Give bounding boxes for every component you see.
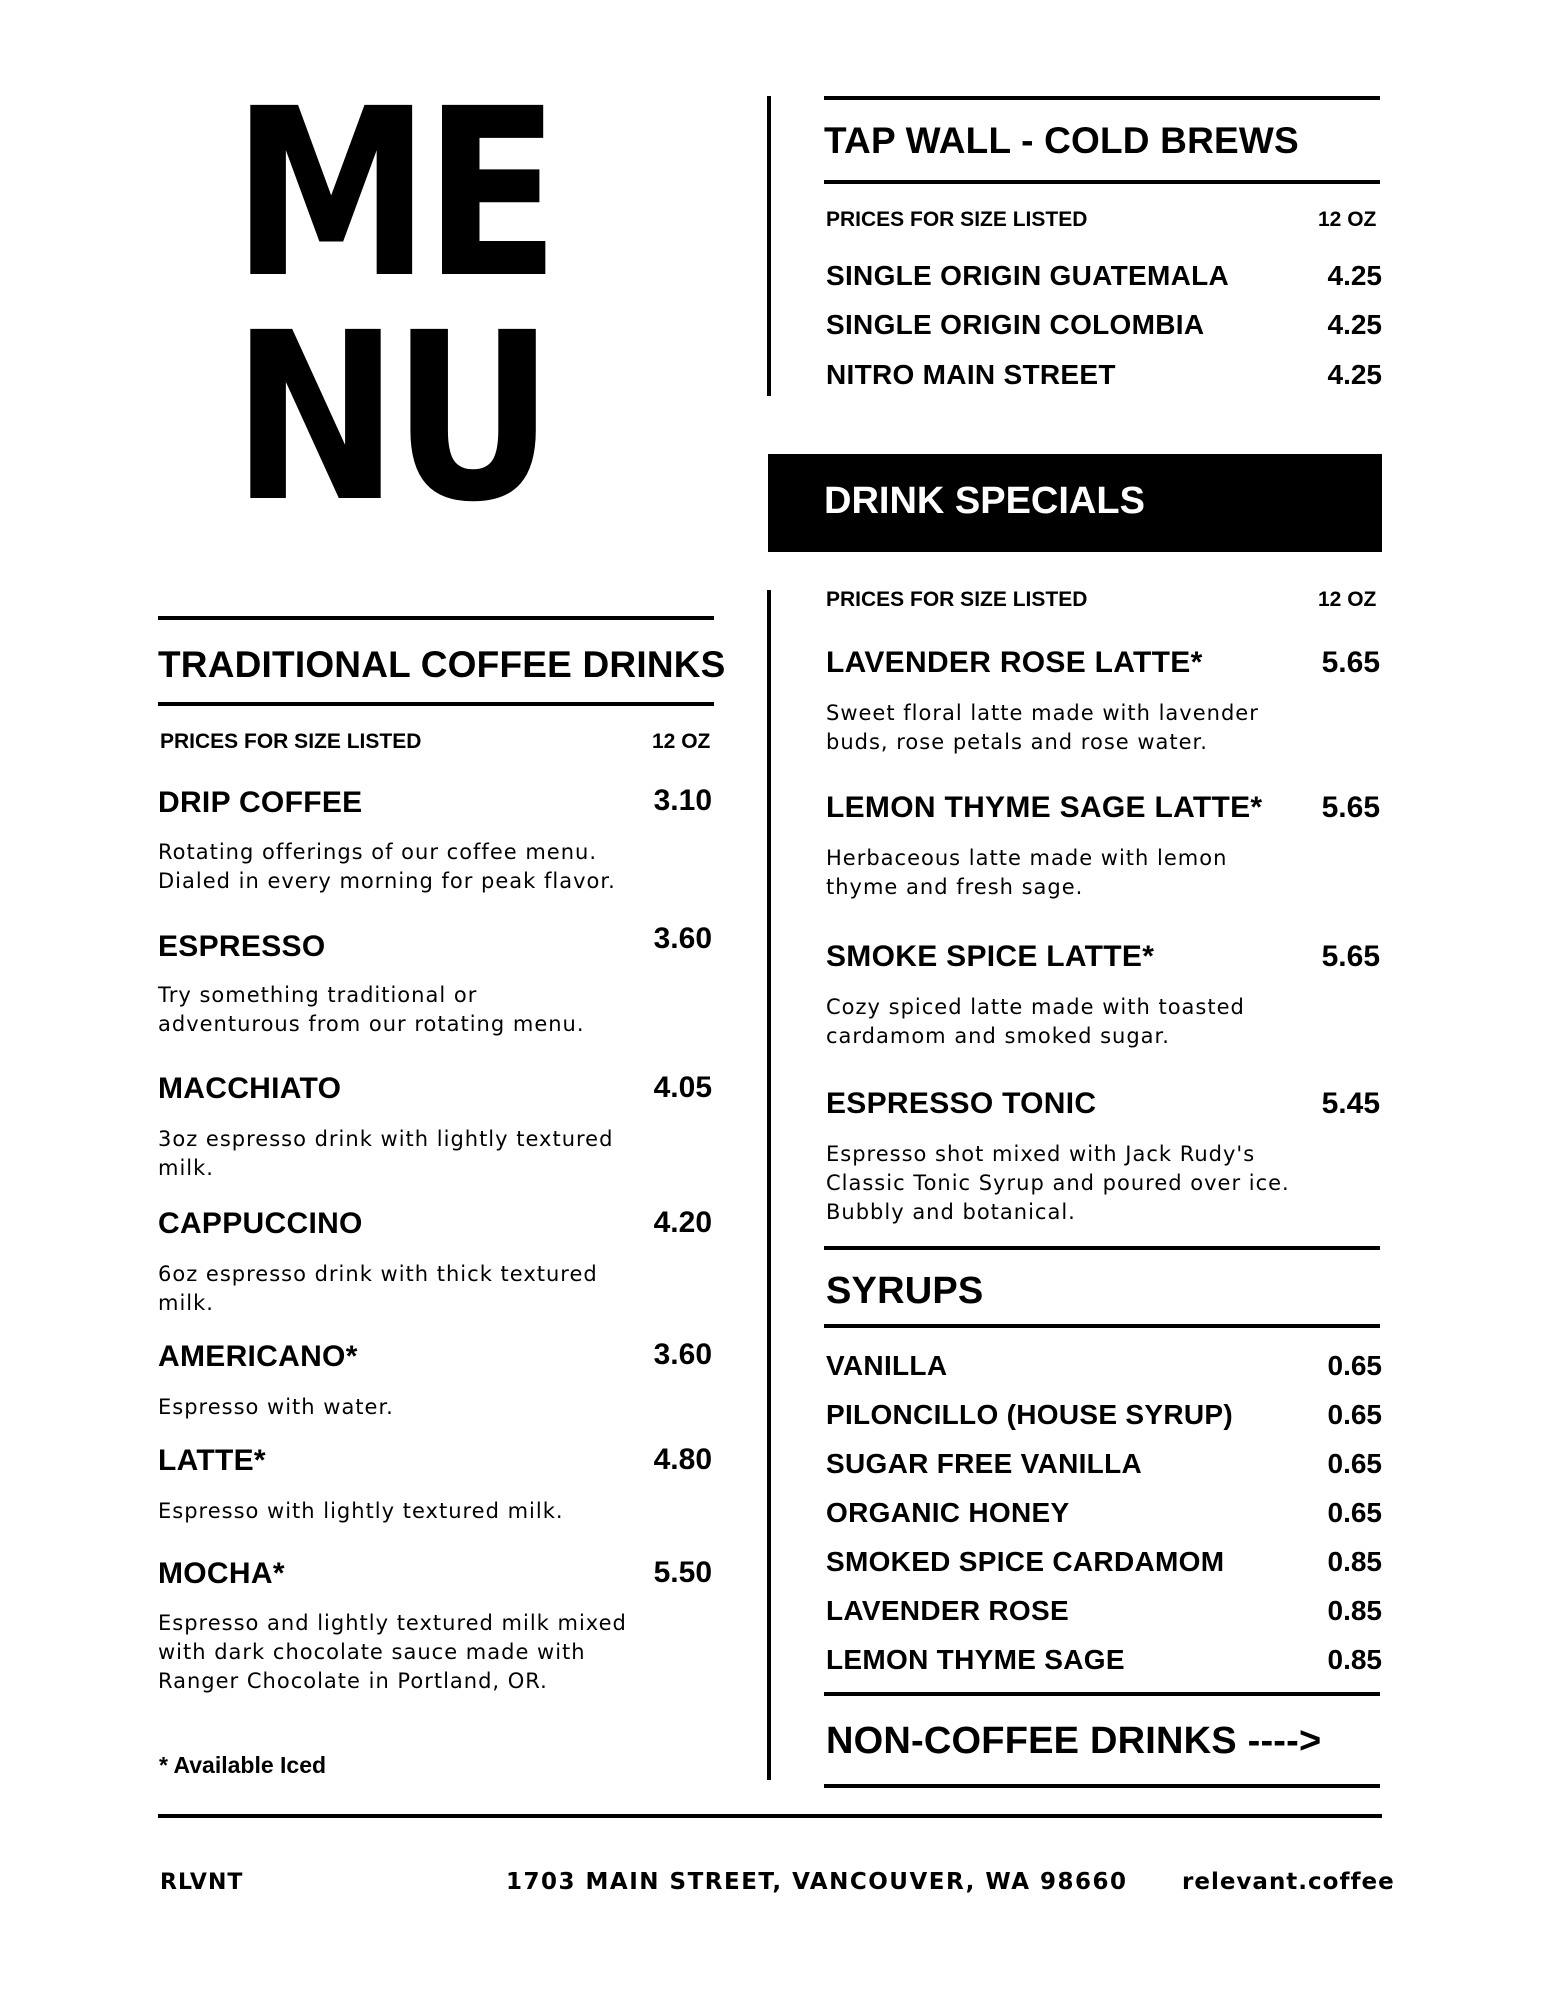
- item-name: MOCHA*: [158, 1557, 285, 1590]
- syrups-top-rule: [824, 1246, 1380, 1250]
- specials-title: DRINK SPECIALS: [824, 480, 1145, 522]
- item-name: SINGLE ORIGIN GUATEMALA: [826, 260, 1230, 291]
- tap-top-rule: [824, 96, 1380, 100]
- item-name: MACCHIATO: [158, 1072, 342, 1105]
- traditional-size-label: 12 OZ: [652, 730, 711, 753]
- syrups-title: SYRUPS: [826, 1270, 984, 1312]
- item-description: 6oz espresso drink with thick textured milk.: [158, 1262, 598, 1315]
- item-name: ORGANIC HONEY: [826, 1497, 1070, 1528]
- item-price: 4.05: [653, 1071, 712, 1104]
- item-name: AMERICANO*: [158, 1340, 358, 1373]
- item-price: 0.85: [1327, 1644, 1382, 1675]
- syrups-bottom-rule: [824, 1324, 1380, 1328]
- specials-size-label: 12 OZ: [1318, 588, 1377, 611]
- traditional-top-rule: [158, 616, 714, 620]
- item-price: 0.65: [1327, 1350, 1382, 1381]
- item-price: 5.50: [653, 1556, 712, 1589]
- item-price: 4.20: [653, 1206, 712, 1239]
- item-price: 0.85: [1327, 1595, 1382, 1626]
- item-price: 0.65: [1327, 1448, 1382, 1479]
- item-name: ESPRESSO TONIC: [826, 1087, 1097, 1120]
- traditional-title: TRADITIONAL COFFEE DRINKS: [158, 644, 726, 685]
- specials-prices-label: PRICES FOR SIZE LISTED: [826, 588, 1088, 611]
- item-description: Espresso with lightly textured milk.: [158, 1499, 564, 1523]
- item-description: Espresso with water.: [158, 1395, 394, 1419]
- item-price: 4.80: [653, 1443, 712, 1476]
- item-price: 5.65: [1321, 940, 1380, 973]
- item-description: Cozy spiced latte made with toasted cardamom and smoked sugar.: [826, 995, 1245, 1048]
- item-price: 3.60: [653, 922, 712, 955]
- item-name: LAVENDER ROSE LATTE*: [826, 646, 1203, 679]
- tap-title: TAP WALL - COLD BREWS: [824, 120, 1299, 161]
- item-price: 3.10: [653, 784, 712, 817]
- divider-top: [767, 96, 771, 396]
- item-description: Herbaceous latte made with lemon thyme and fresh sage.: [826, 846, 1228, 899]
- menu-title-top: ME: [232, 59, 554, 329]
- non-coffee-link[interactable]: NON-COFFEE DRINKS ---->: [826, 1720, 1322, 1762]
- item-price: 4.25: [1327, 309, 1382, 340]
- item-name: SMOKE SPICE LATTE*: [826, 940, 1155, 973]
- traditional-prices-label: PRICES FOR SIZE LISTED: [160, 730, 422, 753]
- footer-brand: RLVNT: [160, 1870, 244, 1895]
- item-name: LAVENDER ROSE: [826, 1595, 1069, 1626]
- menu-title-bottom: NU: [232, 283, 548, 553]
- item-price: 0.65: [1327, 1399, 1382, 1430]
- item-name: LEMON THYME SAGE LATTE*: [826, 791, 1263, 824]
- item-description: Sweet floral latte made with lavender buds, rose petals and rose water.: [826, 701, 1259, 754]
- item-name: PILONCILLO (HOUSE SYRUP): [826, 1399, 1233, 1430]
- item-name: VANILLA: [826, 1350, 948, 1381]
- item-price: 4.25: [1327, 359, 1382, 390]
- specials-banner: [768, 454, 1382, 552]
- item-description: Try something traditional or adventurous from our rotating menu.: [158, 983, 585, 1036]
- item-name: SINGLE ORIGIN COLOMBIA: [826, 309, 1205, 340]
- traditional-bottom-rule: [158, 702, 714, 706]
- item-name: LEMON THYME SAGE: [826, 1644, 1125, 1675]
- item-name: NITRO MAIN STREET: [826, 359, 1116, 390]
- item-price: 5.65: [1321, 646, 1380, 679]
- item-price: 0.85: [1327, 1546, 1382, 1577]
- item-price: 4.25: [1327, 260, 1382, 291]
- tap-prices-label: PRICES FOR SIZE LISTED: [826, 208, 1088, 231]
- footer-website[interactable]: relevant.coffee: [1182, 1869, 1395, 1895]
- footer-rule: [158, 1814, 1382, 1818]
- item-name: SUGAR FREE VANILLA: [826, 1448, 1142, 1479]
- non-coffee-top-rule: [824, 1692, 1380, 1696]
- divider-main: [767, 590, 771, 1780]
- footer-address: 1703 MAIN STREET, VANCOUVER, WA 98660: [506, 1869, 1128, 1895]
- item-name: DRIP COFFEE: [158, 786, 363, 819]
- item-description: Espresso and lightly textured milk mixed with dark chocolate sauce made with Ranger Chocolate in Portland, OR.: [158, 1611, 627, 1693]
- non-coffee-bottom-rule: [824, 1784, 1380, 1788]
- item-price: 3.60: [653, 1338, 712, 1371]
- item-name: ESPRESSO: [158, 930, 326, 963]
- item-price: 5.65: [1321, 791, 1380, 824]
- item-name: LATTE*: [158, 1444, 266, 1477]
- item-description: Rotating offerings of our coffee menu. Dialed in every morning for peak flavor.: [158, 840, 616, 893]
- item-price: 5.45: [1321, 1087, 1380, 1120]
- item-description: Espresso shot mixed with Jack Rudy's Classic Tonic Syrup and poured over ice. Bubbly and botanical.: [826, 1142, 1290, 1224]
- tap-size-label: 12 OZ: [1318, 208, 1377, 231]
- iced-note: * Available Iced: [159, 1752, 327, 1778]
- item-description: 3oz espresso drink with lightly textured milk.: [158, 1127, 614, 1180]
- item-price: 0.65: [1327, 1497, 1382, 1528]
- item-name: SMOKED SPICE CARDAMOM: [826, 1546, 1225, 1577]
- tap-bottom-rule: [824, 180, 1380, 184]
- item-name: CAPPUCCINO: [158, 1207, 363, 1240]
